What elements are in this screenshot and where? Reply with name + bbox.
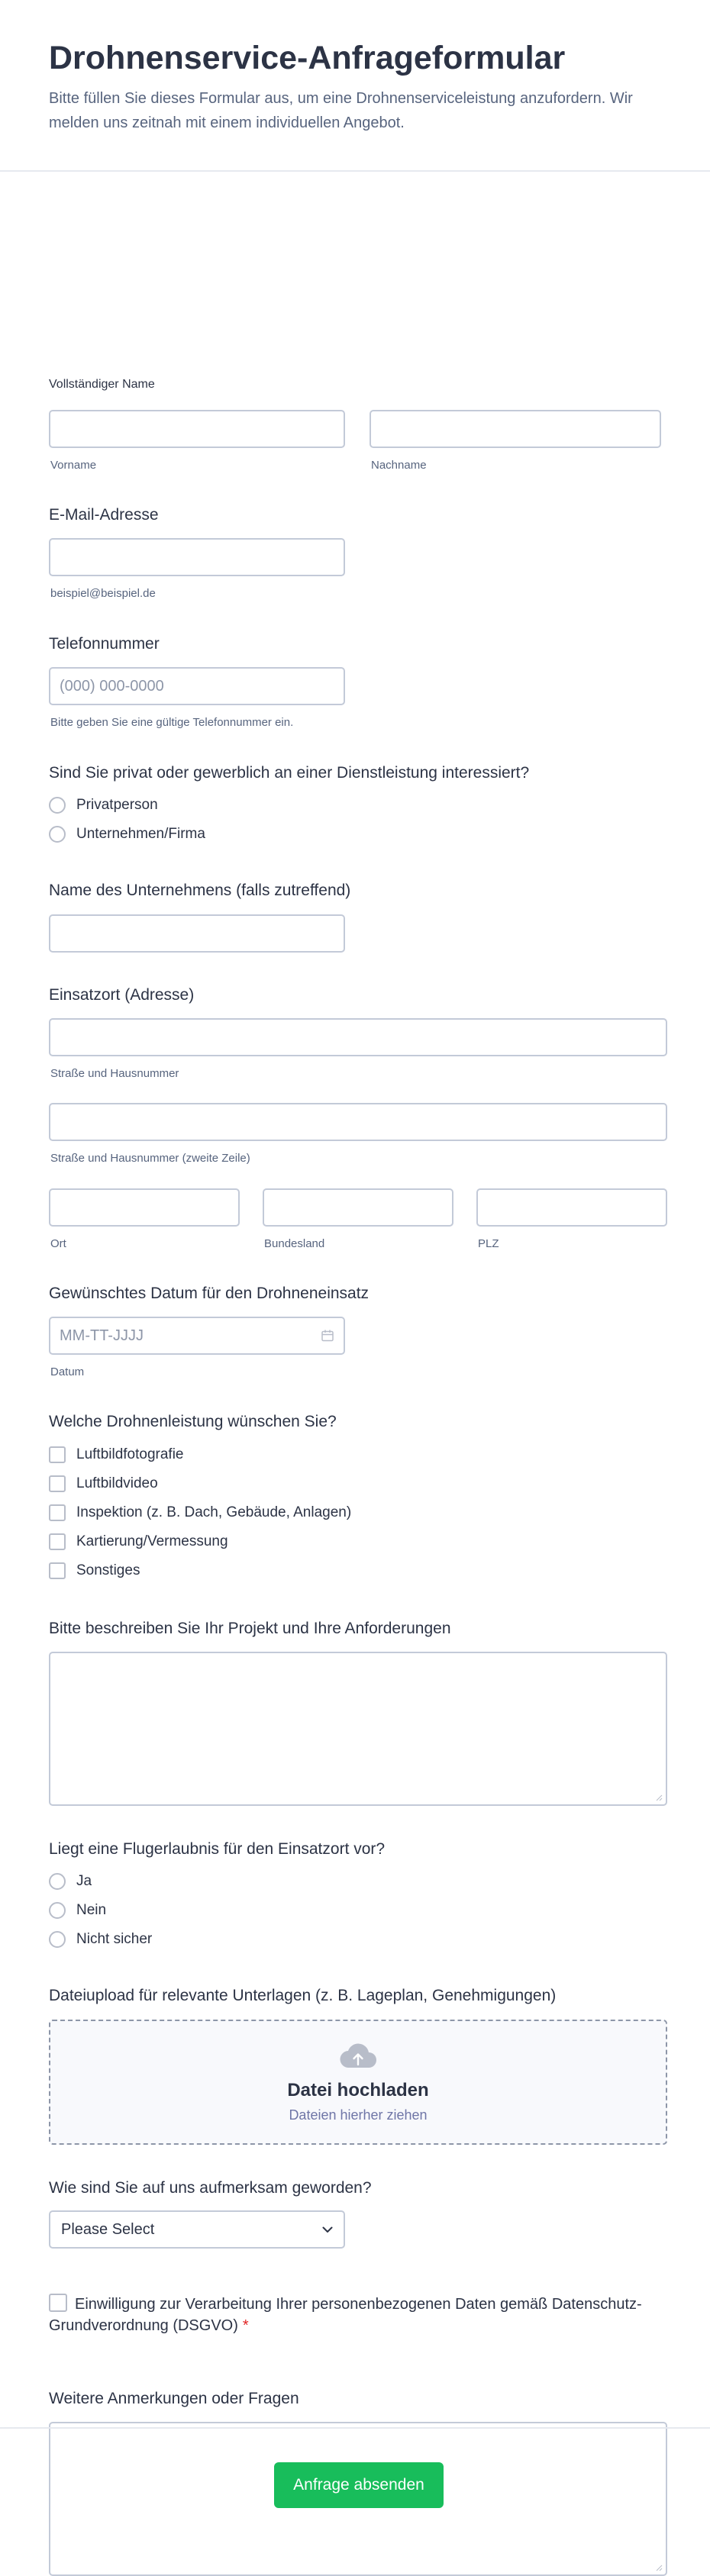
state-sublabel: Bundesland	[264, 1237, 325, 1251]
email-sublabel: beispiel@beispiel.de	[50, 587, 156, 601]
calendar-icon[interactable]	[321, 1329, 334, 1343]
customer-type-label: Sind Sie privat oder gewerblich an einer Dienstleistung interessiert?	[49, 764, 530, 782]
radio-option-label: Ja	[76, 1873, 92, 1890]
city-input[interactable]	[49, 1188, 240, 1227]
checkbox-option[interactable]	[49, 1440, 661, 1469]
form-title: Drohnenservice-Anfrageformular	[49, 40, 566, 76]
phone-label: Telefonnummer	[49, 635, 160, 653]
zip-input[interactable]	[476, 1188, 667, 1227]
resize-grip-icon[interactable]	[655, 1794, 663, 1801]
required-mark: *	[242, 2317, 249, 2335]
first-name-input[interactable]	[49, 410, 345, 448]
consent-checkbox[interactable]	[49, 2294, 67, 2312]
upload-title: Datei hochladen	[287, 2079, 429, 2100]
checkbox-option-label: Sonstiges	[76, 1562, 140, 1579]
zip-sublabel: PLZ	[478, 1237, 499, 1251]
radio-option-company[interactable]	[49, 820, 661, 849]
checkbox-option-label: Luftbildfotografie	[76, 1446, 184, 1463]
form-footer	[0, 2427, 710, 2541]
phone-input[interactable]	[49, 667, 345, 705]
date-label: Gewünschtes Datum für den Drohneneinsatz	[49, 1285, 370, 1303]
services-options	[49, 1440, 661, 1585]
upload-label: Dateiupload für relevante Unterlagen (z. B. Lageplan, Genehmigungen)	[49, 1987, 557, 2005]
email-label: E-Mail-Adresse	[49, 506, 159, 524]
referral-select-value: Please Select	[61, 2220, 155, 2238]
last-name-sublabel: Nachname	[371, 459, 427, 472]
address-field-group	[49, 1018, 661, 1262]
radio-button[interactable]	[49, 797, 66, 814]
radio-option-label: Nein	[76, 1902, 107, 1919]
radio-button[interactable]	[49, 1873, 66, 1890]
project-label: Bitte beschreiben Sie Ihr Projekt und Ihre Anforderungen	[49, 1620, 451, 1638]
phone-placeholder: (000) 000-0000	[60, 677, 164, 695]
radio-option-unsure[interactable]	[49, 1925, 661, 1954]
form-subtitle: Bitte füllen Sie dieses Formular aus, um eine Drohnenserviceleistung anzufordern. Wir melden uns zeitnah mit einem individuellen Angebot.	[49, 90, 633, 132]
file-upload-dropzone[interactable]	[49, 2020, 667, 2145]
project-textarea[interactable]	[49, 1652, 667, 1806]
checkbox-option[interactable]	[49, 1527, 661, 1556]
referral-label: Wie sind Sie auf uns aufmerksam geworden?	[49, 2179, 372, 2197]
permit-options	[49, 1867, 661, 1954]
submit-button[interactable]: Anfrage absenden	[274, 2462, 444, 2508]
radio-option-label: Nicht sicher	[76, 1931, 153, 1948]
upload-subtitle: Dateien hierher ziehen	[289, 2107, 428, 2123]
cloud-upload-icon	[339, 2042, 377, 2069]
date-placeholder: MM-TT-JJJJ	[60, 1327, 144, 1344]
last-name-input[interactable]	[370, 410, 661, 448]
name-field-group	[49, 410, 661, 479]
resize-grip-icon[interactable]	[655, 2564, 663, 2571]
permit-label: Liegt eine Flugerlaubnis für den Einsatzort vor?	[49, 1840, 386, 1859]
consent-label: Einwilligung zur Verarbeitung Ihrer personenbezogenen Daten gemäß Datenschutz-Grundverordnung (DSGVO)	[49, 2296, 642, 2335]
company-input[interactable]	[49, 914, 345, 953]
company-field-group	[49, 914, 661, 953]
state-input[interactable]	[263, 1188, 453, 1227]
checkbox-option-label: Inspektion (z. B. Dach, Gebäude, Anlagen)	[76, 1504, 352, 1521]
radio-button[interactable]	[49, 1902, 66, 1919]
referral-select[interactable]	[49, 2210, 345, 2249]
email-input[interactable]	[49, 538, 345, 576]
first-name-sublabel: Vorname	[50, 459, 97, 472]
date-sublabel: Datum	[50, 1365, 85, 1379]
checkbox-option[interactable]	[49, 1469, 661, 1498]
radio-option-no[interactable]	[49, 1896, 661, 1925]
checkbox[interactable]	[49, 1562, 66, 1579]
checkbox[interactable]	[49, 1533, 66, 1550]
company-label: Name des Unternehmens (falls zutreffend)	[49, 882, 351, 900]
checkbox[interactable]	[49, 1504, 66, 1521]
radio-option-private[interactable]	[49, 791, 661, 820]
checkbox[interactable]	[49, 1475, 66, 1492]
date-input[interactable]	[49, 1317, 345, 1355]
form-header	[0, 0, 710, 172]
address-line1-input[interactable]	[49, 1018, 667, 1056]
address-line2-sublabel: Straße und Hausnummer (zweite Zeile)	[50, 1152, 250, 1165]
checkbox-option[interactable]	[49, 1498, 661, 1527]
notes-label: Weitere Anmerkungen oder Fragen	[49, 2390, 299, 2408]
checkbox-option-label: Kartierung/Vermessung	[76, 1533, 228, 1550]
phone-field-group	[49, 667, 661, 736]
radio-option-label: Privatperson	[76, 797, 158, 814]
address-label: Einsatzort (Adresse)	[49, 986, 195, 1004]
phone-sublabel: Bitte geben Sie eine gültige Telefonnummer ein.	[50, 716, 294, 730]
city-sublabel: Ort	[50, 1237, 66, 1251]
services-label: Welche Drohnenleistung wünschen Sie?	[49, 1413, 337, 1431]
customer-type-options	[49, 791, 661, 849]
checkbox-option[interactable]	[49, 1556, 661, 1585]
radio-button[interactable]	[49, 1931, 66, 1948]
date-field-group	[49, 1317, 661, 1385]
checkbox[interactable]	[49, 1446, 66, 1463]
email-field-group	[49, 538, 661, 607]
radio-button[interactable]	[49, 826, 66, 843]
address-line2-input[interactable]	[49, 1103, 667, 1141]
name-label: Vollständiger Name	[49, 378, 155, 392]
checkbox-option-label: Luftbildvideo	[76, 1475, 158, 1492]
address-line1-sublabel: Straße und Hausnummer	[50, 1067, 179, 1081]
chevron-down-icon	[322, 2226, 333, 2233]
consent-field	[49, 2294, 661, 2336]
radio-option-label: Unternehmen/Firma	[76, 826, 205, 843]
radio-option-yes[interactable]	[49, 1867, 661, 1896]
